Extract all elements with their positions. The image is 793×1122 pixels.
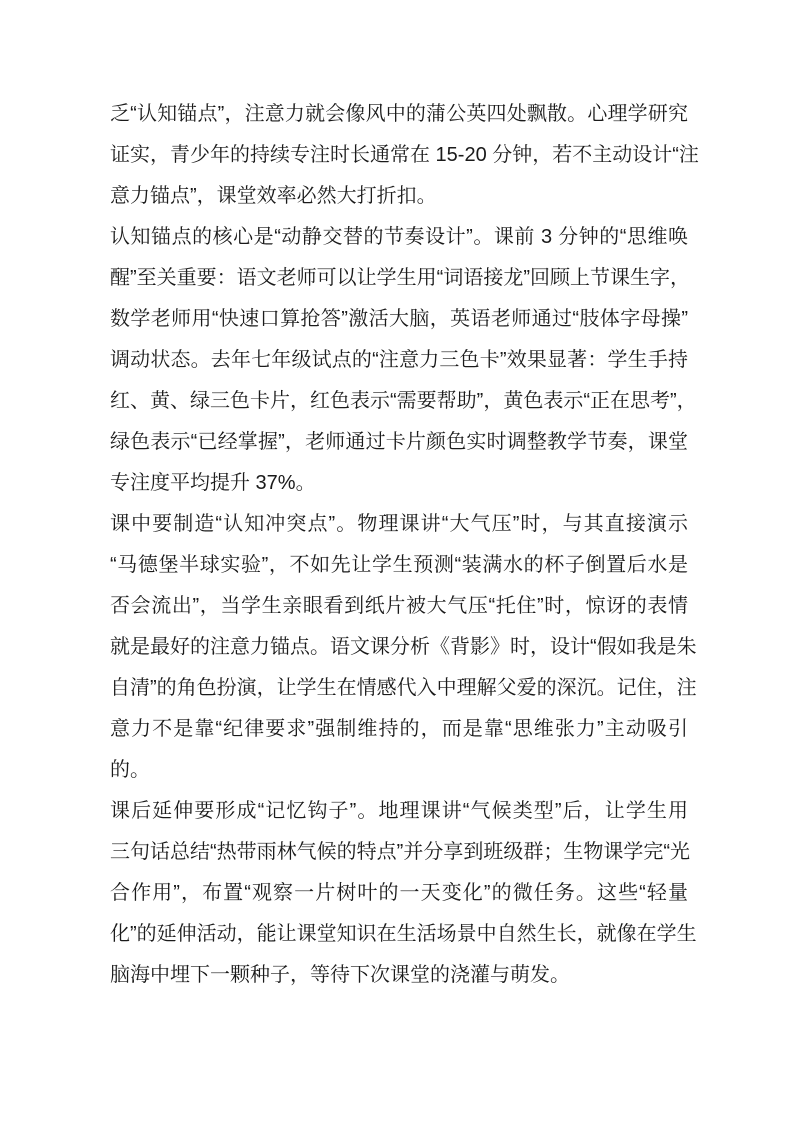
text-line: 自清”的角色扮演，让学生在情感代入中理解父爱的深沉。记住，注 xyxy=(110,677,697,699)
text-line: 三句话总结“热带雨林气候的特点”并分享到班级群；生物课学完“光 xyxy=(110,841,690,863)
paragraph-4 xyxy=(110,791,697,996)
text-line: 认知锚点的核心是“动静交替的节奏设计”。课前 3 分钟的“思维唤 xyxy=(110,226,688,248)
text-line: 红、黄、绿三色卡片，红色表示“需要帮助”，黄色表示“正在思考”， xyxy=(110,390,697,412)
paragraph-3 xyxy=(110,504,697,791)
paragraph-1 xyxy=(110,94,699,217)
text-line: 脑海中埋下一颗种子，等待下次课堂的浇灌与萌发。 xyxy=(110,964,570,986)
text-line: 醒”至关重要：语文老师可以让学生用“词语接龙”回顾上节课生字， xyxy=(110,267,690,289)
text-line: 调动状态。去年七年级试点的“注意力三色卡”效果显著：学生手持 xyxy=(110,349,688,371)
text-line: 课后延伸要形成“记忆钩子”。地理课讲“气候类型”后，让学生用 xyxy=(110,800,688,822)
text-line: 意力不是靠“纪律要求”强制维持的，而是靠“思维张力”主动吸引 xyxy=(110,718,688,740)
text-line: 意力锚点”，课堂效率必然大打折扣。 xyxy=(110,185,437,207)
text-line: 证实，青少年的持续专注时长通常在 15-20 分钟，若不主动设计“注 xyxy=(110,144,699,166)
text-line: 乏“认知锚点”，注意力就会像风中的蒲公英四处飘散。心理学研究 xyxy=(110,103,688,125)
text-line: 绿色表示“已经掌握”，老师通过卡片颜色实时调整教学节奏，课堂 xyxy=(110,431,688,453)
text-line: 就是最好的注意力锚点。语文课分析《背影》时，设计“假如我是朱 xyxy=(110,636,697,658)
text-line: 课中要制造“认知冲突点”。物理课讲“大气压”时，与其直接演示 xyxy=(110,513,688,535)
document-body xyxy=(110,94,699,996)
text-line: 合作用”，布置“观察一片树叶的一天变化”的微任务。这些“轻量 xyxy=(110,882,688,904)
text-line: 的。 xyxy=(110,759,150,781)
text-line: 否会流出”，当学生亲眼看到纸片被大气压“托住”时，惊讶的表情 xyxy=(110,595,688,617)
text-line: 专注度平均提升 37%。 xyxy=(110,472,316,494)
paragraph-2 xyxy=(110,217,697,504)
text-line: “马德堡半球实验”，不如先让学生预测“装满水的杯子倒置后水是 xyxy=(110,554,688,576)
text-line: 数学老师用“快速口算抢答”激活大脑，英语老师通过“肢体字母操” xyxy=(110,308,688,330)
text-line: 化”的延伸活动，能让课堂知识在生活场景中自然生长，就像在学生 xyxy=(110,923,697,945)
